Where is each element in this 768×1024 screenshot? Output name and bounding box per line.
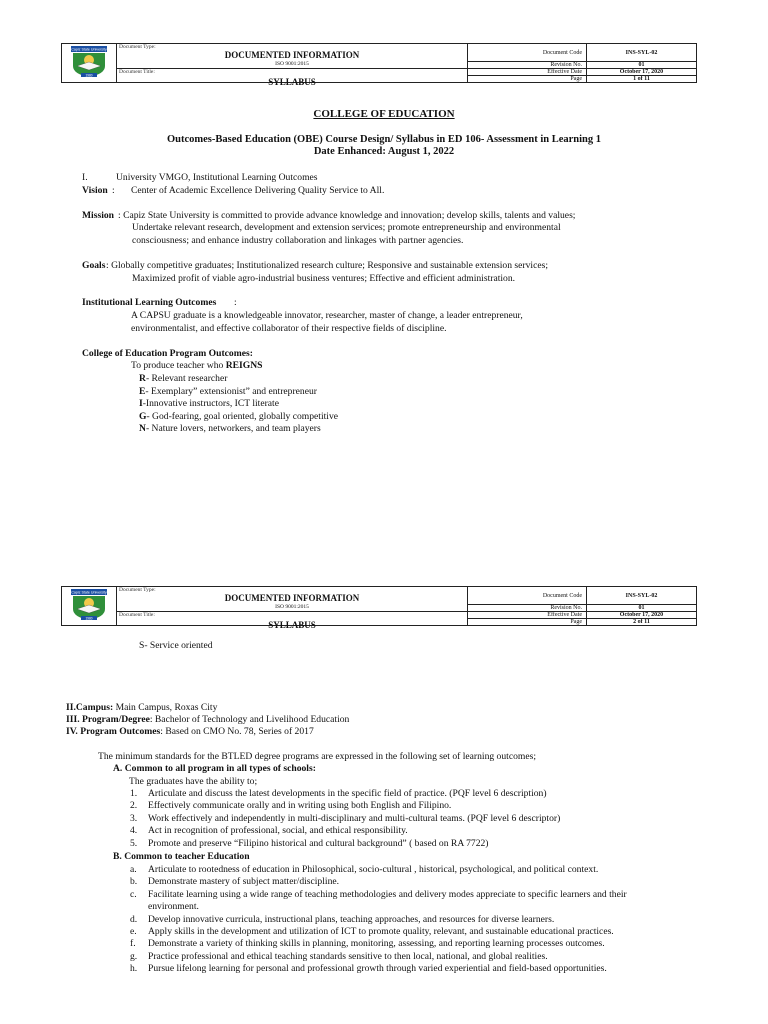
list-item (130, 914, 627, 926)
outcomes-label: IV. Program Outcomes (66, 726, 161, 737)
list-item (130, 951, 627, 963)
iso-text: ISO 9001:2015 (275, 604, 309, 610)
list-text: environment. (148, 901, 199, 913)
outcomes-text: : Based on CMO No. 78, Series of 2017 (160, 726, 314, 737)
list-text: Articulate and discuss the latest developments in the specific field of practice. (PQF level 6 description) (148, 788, 547, 799)
program-label: III. Program/Degree (66, 714, 150, 725)
section-1-number: I. (82, 172, 88, 183)
list-item (130, 889, 627, 901)
date-enhanced-heading: Date Enhanced: August 1, 2022 (313, 146, 455, 157)
list-item (130, 901, 627, 913)
reigns-letter: N (139, 423, 146, 435)
documented-information-text: DOCUMENTED INFORMATION (224, 593, 360, 603)
svg-text:1980: 1980 (85, 616, 93, 621)
document-code-label: Document Code (468, 44, 587, 62)
list-text: Effectively communicate orally and in writing using both English and Filipino. (148, 800, 452, 812)
cep-acronym: REIGNS (225, 360, 263, 371)
document-code-value: INS-SYL-02 (587, 587, 697, 605)
list-text: Demonstrate mastery of subject matter/discipline. (148, 876, 340, 888)
list-text: Work effectively and independently in multi-disciplinary and multi-cultural teams. (PQF level 6 descriptor) (148, 812, 561, 824)
list-letter: a. (130, 864, 137, 875)
list-letter: d. (130, 913, 138, 925)
effective-date-label: Effective Date (468, 612, 587, 619)
list-letter: c. (130, 888, 137, 900)
cep-intro-text: To produce teacher who (131, 360, 226, 371)
reigns-text: - Relevant researcher (145, 373, 228, 384)
list-number: 3. (130, 812, 138, 824)
list-item (130, 976, 627, 988)
vision-label: Vision (82, 185, 108, 196)
ilo-line-1: A CAPSU graduate is a knowledgeable innovator, researcher, master of change, a leader entrepreneur, (131, 310, 523, 321)
list-item (130, 926, 627, 938)
campus-text: Main Campus, Roxas City (113, 702, 218, 713)
list-text: Facilitate learning using a wide range of teaching methodologies and delivery modes appreciate to specific learners and their (148, 888, 627, 900)
logo-cell (62, 44, 117, 83)
reigns-text: - Nature lovers, networkers, and team players (145, 423, 321, 435)
svg-text:Capiz State University: Capiz State University (71, 47, 107, 52)
document-header-page-1 (61, 43, 697, 87)
iso-text: ISO 9001:2015 (275, 61, 309, 67)
list-text: Articulate to rootedness of education in Philosophical, socio-cultural , historical, psychological, and political context. (148, 864, 599, 875)
revision-label: Revision No. (468, 62, 587, 69)
list-item (130, 876, 627, 888)
section-1-title: University VMGO, Institutional Learning Outcomes (116, 172, 318, 183)
document-title-cell (117, 612, 468, 630)
section-b-heading: B. Common to teacher Education (113, 851, 250, 862)
document-title-label: Document Title: (119, 69, 155, 75)
list-letter: e. (130, 925, 137, 937)
document-header-page-2 (61, 586, 697, 630)
list-b (130, 864, 627, 988)
documented-information-text: DOCUMENTED INFORMATION (224, 50, 360, 60)
document-type-cell (117, 587, 468, 612)
campus-line (66, 702, 217, 714)
goals-line-1: : Globally competitive graduates; Institutionalized research culture; Responsive and sustainable extension services; (106, 260, 548, 271)
cep-intro (131, 360, 263, 372)
page-label: Page (468, 76, 587, 83)
syllabus-title: SYLLABUS (268, 620, 316, 630)
list-item (130, 813, 560, 825)
logo-cell (62, 587, 117, 626)
outcomes-intro: The minimum standards for the BTLED degree programs are expressed in the following set of learning outcomes; (98, 751, 536, 762)
document-type-label: Document Type: (119, 587, 156, 593)
list-item (130, 825, 560, 837)
reigns-list (139, 373, 338, 436)
ilo-line-2: environmentalist, and effective collaborator of their respective fields of discipline. (131, 323, 447, 334)
document-code-label: Document Code (468, 587, 587, 605)
ilo-colon: : (234, 297, 237, 308)
university-seal-icon (69, 46, 109, 78)
vision-text: Center of Academic Excellence Delivering Quality Service to All. (131, 185, 385, 196)
document-type-label: Document Type: (119, 44, 156, 50)
outcomes-line (66, 726, 314, 738)
effective-date-value: October 17, 2020 (587, 69, 697, 76)
ilo-label: Institutional Learning Outcomes (82, 297, 217, 308)
list-item (130, 838, 560, 850)
list-a (130, 788, 560, 850)
list-letter: b. (130, 876, 138, 888)
reigns-text: -Innovative instructors, ICT literate (142, 398, 279, 410)
list-text: Demonstrate a variety of thinking skills in planning, monitoring, assessing, and reporting learning processes outcomes. (148, 938, 605, 950)
list-number: 5. (130, 837, 138, 849)
program-text: : Bachelor of Technology and Livelihood Education (149, 714, 350, 725)
document-title-cell (117, 69, 468, 87)
revision-value: 01 (587, 62, 697, 69)
reigns-letter: I (139, 398, 143, 410)
effective-date-value: October 17, 2020 (587, 612, 697, 619)
goals-line-2: Maximized profit of viable agro-industrial business ventures; Effective and efficient administration. (132, 273, 516, 284)
reigns-text: - God-fearing, goal oriented, globally competitive (146, 410, 339, 422)
campus-label: II.Campus: (66, 702, 114, 713)
mission-line-2: Undertake relevant research, development and extension services; promote entrepreneurship and environmental (132, 222, 561, 233)
list-text: Promote and preserve “Filipino historical and cultural background” ( based on RA 7722) (148, 837, 489, 849)
document-title-label: Document Title: (119, 612, 155, 618)
reigns-item (139, 398, 338, 411)
list-text: Act in recognition of professional, social, and ethical responsibility. (148, 825, 408, 837)
reigns-letter: R (139, 373, 146, 384)
list-item (130, 963, 627, 975)
cep-label: College of Education Program Outcomes: (82, 348, 253, 359)
list-text: Develop innovative curricula, instructional plans, teaching approaches, and resources for diverse learners. (148, 913, 555, 925)
reigns-letter: E (139, 385, 146, 397)
list-text: Pursue lifelong learning for personal and professional growth through varied experiential and field-based opportunities. (148, 963, 607, 975)
mission-label: Mission (82, 210, 114, 221)
mission-line-3: consciousness; and enhance industry collaboration and linkages with partner agencies. (132, 235, 464, 246)
list-item (130, 938, 627, 950)
service-oriented-item: S- Service oriented (139, 640, 213, 651)
reigns-text: - Exemplary” extensionist” and entrepreneur (145, 385, 317, 397)
reigns-item (139, 423, 338, 436)
mission-line-1: : Capiz State University is committed to provide advance knowledge and innovation; develop skills, talents and values; (118, 210, 576, 221)
college-heading: COLLEGE OF EDUCATION (313, 108, 455, 120)
section-a-heading: A. Common to all program in all types of schools: (113, 763, 316, 774)
list-text: Practice professional and ethical teaching standards sensitive to then local, national, and global realities. (148, 950, 548, 962)
syllabus-title: SYLLABUS (268, 77, 316, 87)
program-line (66, 714, 349, 726)
reigns-letter: G (139, 410, 147, 422)
svg-text:Capiz State University: Capiz State University (71, 590, 107, 595)
university-seal-icon (69, 589, 109, 621)
list-number: 1. (130, 788, 138, 799)
svg-text:1980: 1980 (85, 73, 93, 78)
list-number: 2. (130, 800, 138, 812)
reigns-item (139, 386, 338, 399)
list-item (130, 788, 560, 800)
document-type-cell (117, 44, 468, 69)
page-number-value: 1 of 11 (587, 76, 697, 83)
list-letter: f. (130, 938, 136, 950)
list-letter: g. (130, 950, 138, 962)
list-item (130, 864, 627, 876)
reigns-item (139, 411, 338, 424)
list-item (130, 800, 560, 812)
revision-value: 01 (587, 605, 697, 612)
section-a-intro: The graduates have the ability to; (129, 776, 258, 787)
list-number: 4. (130, 825, 138, 837)
course-design-heading: Outcomes-Based Education (OBE) Course Design/ Syllabus in ED 106- Assessment in Learning 1 (166, 134, 602, 145)
list-letter: h. (130, 963, 138, 975)
page-label: Page (468, 619, 587, 626)
page-number-value: 2 of 11 (587, 619, 697, 626)
list-text: Apply skills in the development and utilization of ICT to promote quality, relevant, and sustainable educational practices. (148, 925, 614, 937)
reigns-item (139, 373, 338, 386)
document-code-value: INS-SYL-02 (587, 44, 697, 62)
effective-date-label: Effective Date (468, 69, 587, 76)
goals-label: Goals (82, 260, 106, 271)
revision-label: Revision No. (468, 605, 587, 612)
vision-colon: : (112, 185, 115, 196)
